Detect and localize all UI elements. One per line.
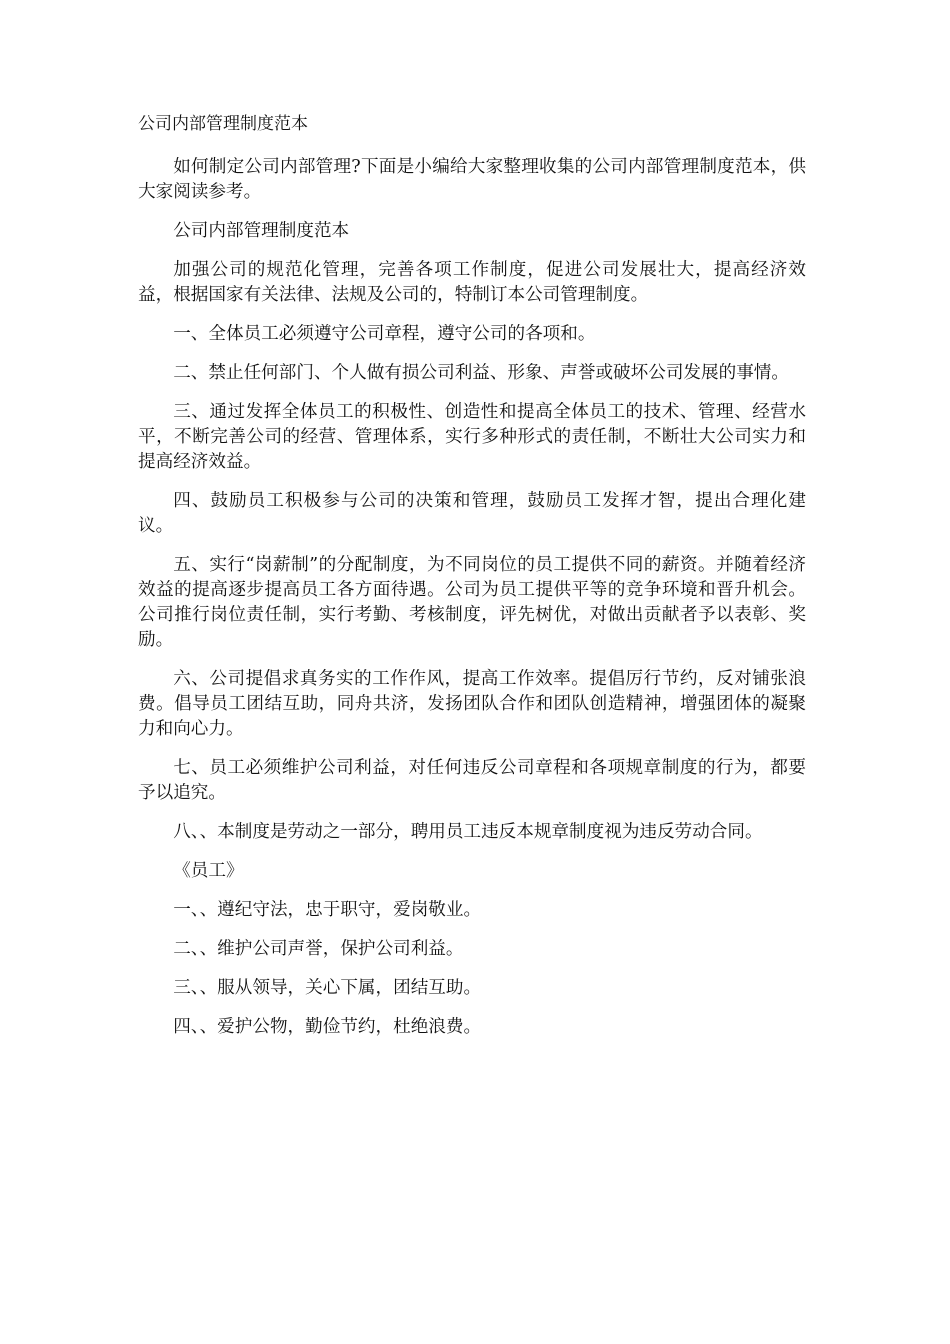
paragraph-rule-3: 三、通过发挥全体员工的积极性、创造性和提高全体员工的技术、管理、经营水平，不断完善公司的经营、管理体系，实行多种形式的责任制，不断壮大公司实力和提高经济效益。 xyxy=(138,402,806,472)
paragraph-employee-1: 一、、遵纪守法，忠于职守，爱岗敬业。 xyxy=(173,900,482,920)
document-title: 公司内部管理制度范本 xyxy=(138,114,308,134)
paragraph-employee-4: 四、、爱护公物，勤俭节约，杜绝浪费。 xyxy=(173,1017,482,1037)
paragraph-intro: 如何制定公司内部管理?下面是小编给大家整理收集的公司内部管理制度范本，供大家阅读参考。 xyxy=(138,157,806,202)
paragraph-rule-2: 二、禁止任何部门、个人做有损公司利益、形象、声誉或破坏公司发展的事情。 xyxy=(173,363,789,383)
paragraph-rule-1: 一、全体员工必须遵守公司章程，遵守公司的各项和。 xyxy=(173,324,596,344)
document-body xyxy=(138,155,806,1054)
paragraph-employee-2: 二、、维护公司声誉，保护公司利益。 xyxy=(173,939,464,959)
paragraph-rule-5: 五、实行“岗薪制”的分配制度，为不同岗位的员工提供不同的薪资。并随着经济效益的提高逐步提高员工各方面待遇。公司为员工提供平等的竞争环境和晋升机会。公司推行岗位责任制，实行考勤、考核制度，评先树优，对做出贡献者予以表彰、奖励。 xyxy=(138,555,806,650)
paragraph-rule-4: 四、鼓励员工积极参与公司的决策和管理，鼓励员工发挥才智，提出合理化建议。 xyxy=(138,491,806,536)
paragraph-purpose: 加强公司的规范化管理，完善各项工作制度，促进公司发展壮大，提高经济效益，根据国家有关法律、法规及公司的，特制订本公司管理制度。 xyxy=(138,260,806,305)
paragraph-subtitle: 公司内部管理制度范本 xyxy=(173,221,350,241)
paragraph-rule-8: 八、、本制度是劳动之一部分，聘用员工违反本规章制度视为违反劳动合同。 xyxy=(173,822,763,842)
paragraph-section-employee: 《员工》 xyxy=(173,861,244,881)
paragraph-rule-6: 六、公司提倡求真务实的工作作风，提高工作效率。提倡厉行节约，反对铺张浪费。倡导员工团结互助，同舟共济，发扬团队合作和团队创造精神，增强团体的凝聚力和向心力。 xyxy=(138,669,806,739)
paragraph-employee-3: 三、、服从领导，关心下属，团结互助。 xyxy=(173,978,482,998)
document-page xyxy=(138,0,806,1344)
paragraph-rule-7: 七、员工必须维护公司利益，对任何违反公司章程和各项规章制度的行为，都要予以追究。 xyxy=(138,758,806,803)
